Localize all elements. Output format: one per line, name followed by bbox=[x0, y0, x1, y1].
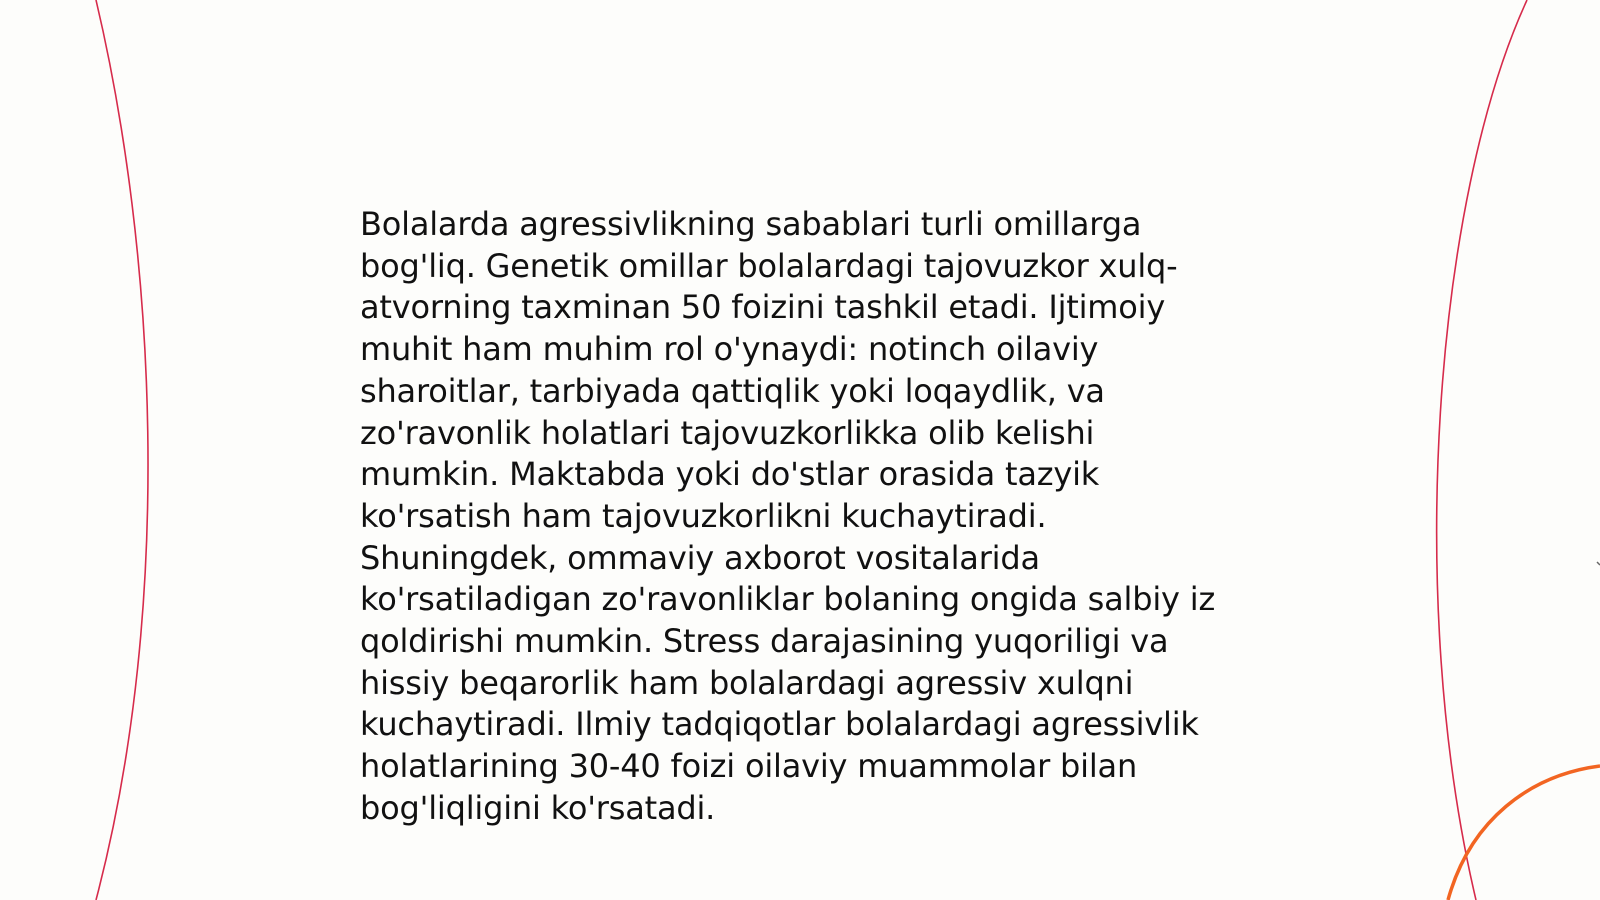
paragraph-line: muhit ham muhim rol o'ynaydi: notinch oilaviy bbox=[360, 330, 1099, 369]
paragraph-line: ko'rsatiladigan zo'ravonliklar bolaning ongida salbiy iz bbox=[360, 580, 1216, 619]
paragraph-line: sharoitlar, tarbiyada qattiqlik yoki loqaydlik, va bbox=[360, 371, 1105, 410]
right-red-curve bbox=[1437, 0, 1527, 900]
paragraph-line: zo'ravonlik holatlari tajovuzkorlikka olib kelishi bbox=[360, 413, 1095, 452]
paragraph-line: Bolalarda agressivlikning sabablari turli omillarga bbox=[360, 205, 1142, 243]
paragraph-line: bog'liqligini ko'rsatadi. bbox=[360, 788, 716, 827]
left-red-curve bbox=[96, 0, 148, 900]
paragraph-line: hissiy beqarorlik ham bolalardagi agressiv xulqni bbox=[360, 663, 1134, 702]
body-paragraph bbox=[360, 204, 1260, 830]
paragraph-line: mumkin. Maktabda yoki do'stlar orasida tazyik bbox=[360, 455, 1100, 494]
paragraph-line: ko'rsatish ham tajovuzkorlikni kuchaytiradi. bbox=[360, 496, 1047, 535]
paragraph-line: bog'liq. Genetik omillar bolalardagi tajovuzkor xulq- bbox=[360, 246, 1178, 285]
paragraph-line: holatlarining 30-40 foizi oilaviy muammolar bilan bbox=[360, 747, 1138, 786]
paragraph-line: kuchaytiradi. Ilmiy tadqiqotlar bolalardagi agressivlik bbox=[360, 705, 1199, 744]
paragraph-line: atvorning taxminan 50 foizini tashkil etadi. Ijtimoiy bbox=[360, 288, 1166, 327]
paragraph-line: Shuningdek, ommaviy axborot vositalarida bbox=[360, 538, 1040, 577]
paragraph-line: qoldirishi mumkin. Stress darajasining yuqoriligi va bbox=[360, 622, 1169, 661]
